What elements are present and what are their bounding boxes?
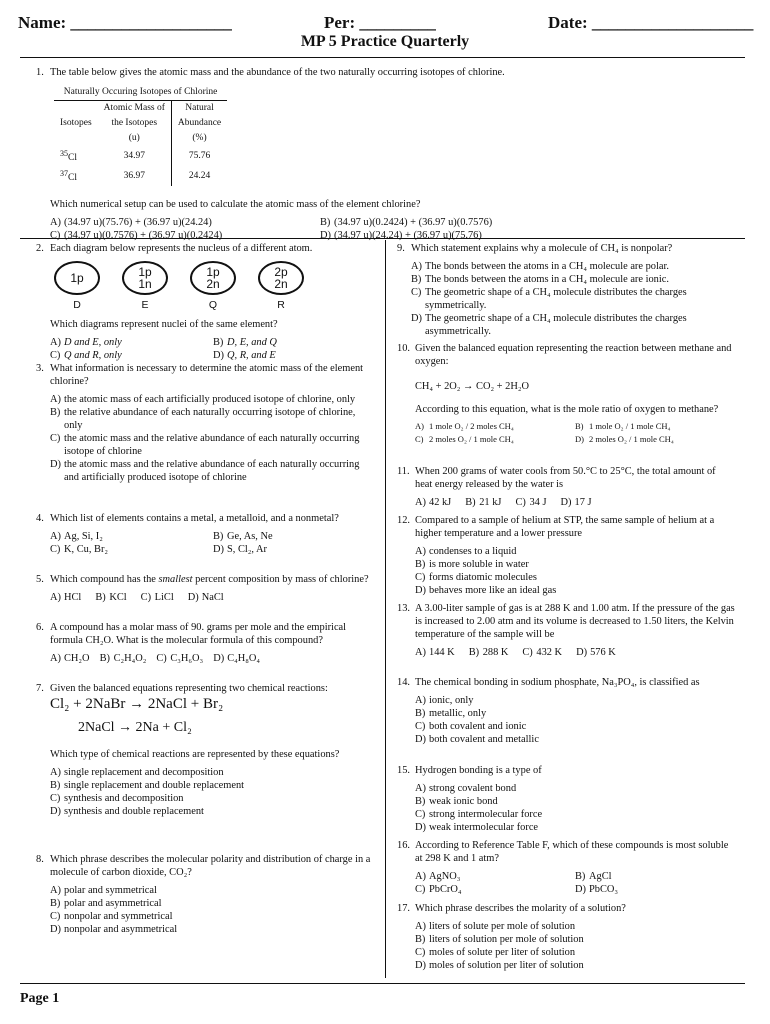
option-b[interactable]: B) AgCl <box>575 871 612 882</box>
answer-options <box>397 870 735 896</box>
question-2: 2. Each diagram below represents the nucleus of a different atom. 1p D 1p 1n E 1p 2n Q 2p 2n R Which diagrams represent nuclei of the same element? A) D and E, only B) D, E, and Q C) Q and R, only D) Q, R, and E <box>36 242 376 362</box>
page-header <box>18 13 752 35</box>
column-divider <box>385 240 386 978</box>
table-header: Atomic Mass of <box>98 101 172 117</box>
option-c[interactable]: C) moles of solute per liter of solution <box>415 947 576 958</box>
option-b[interactable]: B) 21 kJ <box>465 497 502 508</box>
option-a[interactable]: A) CH₂O <box>50 653 90 664</box>
option-d[interactable]: D) both covalent and metallic <box>415 734 539 745</box>
answer-options <box>397 496 735 509</box>
option-c[interactable]: C) strong intermolecular force <box>415 809 543 820</box>
option-b[interactable]: B) 1 mole O₂ / 1 mole CH₄ <box>575 421 671 431</box>
option-c[interactable]: C) 432 K <box>522 647 563 658</box>
table-unit: (%) <box>192 133 207 143</box>
question-14: 14. The chemical bonding in sodium phosphate, Na₃PO₄, is classified as A) ionic, only B) metallic, only C) both covalent and ionic D) both covalent and metallic <box>397 676 735 746</box>
option-b[interactable]: B) Ge, As, Ne <box>213 531 273 542</box>
option-c[interactable]: C) 34 J <box>515 497 547 508</box>
question-15: 15. Hydrogen bonding is a type of A) strong covalent bond B) weak ionic bond C) strong intermolecular force D) weak intermolecular force <box>397 764 735 834</box>
answer-options <box>397 545 735 597</box>
question-text: The table below gives the atomic mass and the abundance of the two naturally occurring isotopes of chlorine. <box>50 67 505 78</box>
answer-options <box>397 694 735 746</box>
option-d[interactable]: D) S, Cl₂, Ar <box>213 544 267 555</box>
question-3: 3. What information is necessary to determine the atomic mass of the element chlorine? A) the atomic mass of each artificially produced isotope of chlorine, only B) the relative abundance of each naturally occurring isotope of chlorine, only C) the atomic mass and the relative abundance of each naturally occurring isotope of chlorine D) the atomic mass and the relative abundance of each naturally occurring and artificially produced isotope of chlorine <box>36 362 376 484</box>
option-b[interactable]: B) weak ionic bond <box>415 796 498 807</box>
option-a[interactable]: A) ionic, only <box>415 695 474 706</box>
option-a[interactable]: A) Ag, Si, I₂ <box>50 531 103 542</box>
answer-options <box>36 336 376 362</box>
option-b[interactable]: B) polar and asymmetrical <box>50 898 162 909</box>
option-b[interactable]: B) metallic, only <box>415 708 487 719</box>
option-b[interactable]: B) the relative abundance of each naturally occurring isotope of chlorine, only <box>50 407 356 431</box>
option-c[interactable]: C) The geometric shape of a CH₄ molecule distributes the charges symmetrically. <box>411 287 687 311</box>
question-1: 1. The table below gives the atomic mass and the abundance of the two naturally occurring isotopes of chlorine. Naturally Occuring Isotopes of Chlorine Atomic Mass of Natural Isotopes the Isotopes Abundance (u) (%) $^{35}$Cl 34.97 75.76 $^{37}$Cl 36.97 24.24 Which numerical setup can be used to calculate the atomic mass of the element chlorine? A) (34.97 u)(75.76) + (36.97 u)(24.24) B) (34.97 u)(0.2424) + (36.97 u)(0.7576) C) (34.97 u)(0.7576) + (36.97 u)(0.2424) D) (34.97 u)(24.24) + (36.97 u)(75.76) <box>36 66 736 242</box>
option-d[interactable]: D) The geometric shape of a CH₄ molecule distributes the charges asymmetrically. <box>411 313 687 337</box>
isotope-table <box>54 85 227 186</box>
option-a[interactable]: A) single replacement and decomposition <box>50 767 224 778</box>
period-field[interactable]: Per: _________ <box>324 13 436 32</box>
equation-2: 2NaCl → 2Na + Cl₂ <box>78 720 192 735</box>
question-13: 13. A 3.00-liter sample of gas is at 288 K and 1.00 atm. If the pressure of the gas is increased to 2.00 atm and its volume is decreased to 1.50 liters, the Kelvin temperature of the sample will be A) 144 K B) 288 K C) 432 K D) 576 K <box>397 603 735 658</box>
question-17: 17. Which phrase describes the molarity of a solution? A) liters of solute per mole of solution B) liters of solution per mole of solution C) moles of solute per liter of solution D) moles of solution per liter of solution <box>397 902 735 972</box>
question-6: 6. A compound has a molar mass of 90. grams per mole and the empirical formula CH₂O. What is the molecular formula of this compound? A) CH₂O B) C₂H₄O₂ C) C₃H₆O₃ D) C₄H₈O₄ <box>36 621 376 665</box>
table-header: Natural <box>185 103 214 113</box>
option-c[interactable]: C) the atomic mass and the relative abundance of each naturally occurring isotope of chlorine <box>50 433 360 457</box>
option-c[interactable]: C) LiCl <box>140 592 174 603</box>
question-8: 8. Which phrase describes the molecular polarity and distribution of charge in a molecule of carbon dioxide, CO₂? A) polar and symmetrical B) polar and asymmetrical C) nonpolar and symmetrical D) nonpolar and asymmetrical <box>36 853 376 936</box>
option-d[interactable]: D) 576 K <box>576 647 616 658</box>
option-b[interactable]: B) C₂H₄O₂ <box>99 653 147 664</box>
table-unit: (u) <box>98 131 172 146</box>
answer-options <box>397 260 735 338</box>
option-a[interactable]: A) (34.97 u)(75.76) + (36.97 u)(24.24) <box>50 217 212 229</box>
option-c[interactable]: C) Q and R, only <box>50 350 122 361</box>
option-a[interactable]: A) AgNO₃ <box>415 871 461 882</box>
option-d[interactable]: D) 17 J <box>560 497 592 508</box>
header-divider <box>20 57 745 58</box>
option-d[interactable]: D) weak intermolecular force <box>415 822 539 833</box>
answer-options <box>36 766 376 818</box>
nucleus-r: 2p 2n R <box>254 261 308 312</box>
option-c[interactable]: C) synthesis and decomposition <box>50 793 184 804</box>
option-c[interactable]: C) nonpolar and symmetrical <box>50 911 173 922</box>
nuclei-diagrams <box>50 261 376 312</box>
option-b[interactable]: B) (34.97 u)(0.2424) + (36.97 u)(0.7576) <box>320 217 493 229</box>
option-c[interactable]: C) 2 moles O₂ / 1 mole CH₄ <box>415 434 514 444</box>
nucleus-q: 1p 2n Q <box>186 261 240 312</box>
option-d[interactable]: D) PbCO₃ <box>575 884 619 895</box>
answer-options <box>36 652 376 665</box>
option-b[interactable]: B) The bonds between the atoms in a CH₄ molecule are ionic. <box>411 274 669 285</box>
answer-options <box>36 530 376 556</box>
option-d[interactable]: D) nonpolar and asymmetrical <box>50 924 178 935</box>
option-c[interactable]: C) (34.97 u)(0.7576) + (36.97 u)(0.2424) <box>50 230 223 242</box>
answer-options <box>36 393 376 484</box>
option-a[interactable]: A) liters of solute per mole of solution <box>415 921 576 932</box>
option-a[interactable]: A) the atomic mass of each artificially produced isotope of chlorine, only <box>50 394 356 405</box>
table-title: Naturally Occuring Isotopes of Chlorine <box>54 85 227 101</box>
answer-options <box>397 782 735 834</box>
answer-options <box>397 420 735 446</box>
option-b[interactable]: B) 288 K <box>468 647 509 658</box>
option-d[interactable]: D) the atomic mass and the relative abundance of each naturally occurring and artificially produced isotope of chlorine <box>50 459 360 483</box>
option-a[interactable]: A) 144 K <box>415 647 455 658</box>
option-a[interactable]: A) 42 kJ <box>415 497 452 508</box>
question-7: 7. Given the balanced equations representing two chemical reactions: Cl₂ + 2NaBr → 2NaCl + Br₂ 2NaCl → 2Na + Cl₂ Which type of chemical reactions are represented by these equations? A) single replacement and decomposition B) single replacement and double replacement C) synthesis and decomposition D) synthesis and double replacement <box>36 682 376 818</box>
question-prompt: Which numerical setup can be used to calculate the atomic mass of the element chlorine? <box>50 199 421 211</box>
question-12: 12. Compared to a sample of helium at STP, the same sample of helium at a higher temperature and a lower pressure A) condenses to a liquid B) is more soluble in water C) forms diatomic molecules D) behaves more like an ideal gas <box>397 514 735 597</box>
option-d[interactable]: D) 2 moles O₂ / 1 mole CH₄ <box>575 434 674 444</box>
question-5: 5. Which compound has the smallest percent composition by mass of chlorine? A) HCl B) KCl C) LiCl D) NaCl <box>36 573 376 604</box>
page-title: MP 5 Practice Quarterly <box>300 33 470 50</box>
option-a[interactable]: A) 1 mole O₂ / 2 moles CH₄ <box>415 421 514 431</box>
footer-divider <box>20 983 745 984</box>
option-b[interactable]: B) single replacement and double replacement <box>50 780 245 791</box>
answer-options <box>36 884 376 936</box>
table-header: Abundance <box>177 118 222 128</box>
option-c[interactable]: C) C₃H₆O₃ <box>156 653 204 664</box>
equation-1: Cl₂ + 2NaBr → 2NaCl + Br₂ <box>50 696 224 712</box>
option-d[interactable]: D) NaCl <box>187 592 224 603</box>
option-a[interactable]: A) D and E, only <box>50 337 122 348</box>
table-header: Isotopes <box>60 118 92 128</box>
option-c[interactable]: C) K, Cu, Br₂ <box>50 544 109 555</box>
option-b[interactable]: B) is more soluble in water <box>415 559 529 570</box>
option-a[interactable]: A) polar and symmetrical <box>50 885 157 896</box>
table-row: $^{35}$Cl 34.97 75.76 <box>54 146 227 166</box>
option-c[interactable]: C) PbCrO₄ <box>415 884 462 895</box>
question-16: 16. According to Reference Table F, which of these compounds is most soluble at 298 K and 1 atm? A) AgNO₃ B) AgCl C) PbCrO₄ D) PbCO₃ <box>397 839 735 896</box>
option-d[interactable]: D) synthesis and double replacement <box>50 806 204 817</box>
question-11: 11. When 200 grams of water cools from 50.°C to 25°C, the total amount of heat energy released by the water is A) 42 kJ B) 21 kJ C) 34 J D) 17 J <box>397 465 735 509</box>
option-c[interactable]: C) forms diatomic molecules <box>415 572 537 583</box>
equation: CH₄ + 2O₂ → CO₂ + 2H₂O <box>415 381 529 392</box>
option-c[interactable]: C) both covalent and ionic <box>415 721 527 732</box>
option-d[interactable]: D) moles of solution per liter of solution <box>415 960 584 971</box>
option-a[interactable]: A) The bonds between the atoms in a CH₄ molecule are polar. <box>411 261 669 272</box>
name-field[interactable]: Name: ___________________ <box>18 13 232 32</box>
answer-options <box>397 920 735 972</box>
option-b[interactable]: B) KCl <box>95 592 127 603</box>
table-header: the Isotopes <box>98 116 172 131</box>
option-a[interactable]: A) strong covalent bond <box>415 783 517 794</box>
option-d[interactable]: D) (34.97 u)(24.24) + (36.97 u)(75.76) <box>320 230 482 242</box>
answer-options <box>397 646 735 659</box>
answer-options <box>36 591 376 604</box>
option-d[interactable]: D) behaves more like an ideal gas <box>415 585 557 596</box>
option-b[interactable]: B) D, E, and Q <box>213 337 277 348</box>
option-d[interactable]: D) Q, R, and E <box>213 350 276 361</box>
question-9: 9. Which statement explains why a molecule of CH₄ is nonpolar? A) The bonds between the atoms in a CH₄ molecule are polar. B) The bonds between the atoms in a CH₄ molecule are ionic. C) The geometric shape of a CH₄ molecule distributes the charges symmetrically. D) The geometric shape of a CH₄ molecule distributes the charges asymmetrically. <box>397 242 735 338</box>
option-b[interactable]: B) liters of solution per mole of solution <box>415 934 584 945</box>
option-a[interactable]: A) condenses to a liquid <box>415 546 517 557</box>
question-10: 10. Given the balanced equation representing the reaction between methane and oxygen: CH₄ + 2O₂ → CO₂ + 2H₂O According to this equation, what is the mole ratio of oxygen to methane? A) 1 mole O₂ / 2 moles CH₄ B) 1 mole O₂ / 1 mole CH₄ C) 2 moles O₂ / 1 mole CH₄ D) 2 moles O₂ / 1 mole CH₄ <box>397 342 735 446</box>
option-a[interactable]: A) HCl <box>50 592 82 603</box>
option-d[interactable]: D) C₄H₈O₄ <box>213 653 260 664</box>
page-number: Page 1 <box>20 991 60 1006</box>
nucleus-d: 1p D <box>50 261 104 312</box>
question-4: 4. Which list of elements contains a metal, a metalloid, and a nonmetal? A) Ag, Si, I₂ B) Ge, As, Ne C) K, Cu, Br₂ D) S, Cl₂, Ar <box>36 512 376 556</box>
nucleus-e: 1p 1n E <box>118 261 172 312</box>
date-field[interactable]: Date: ___________________ <box>548 13 754 32</box>
table-row: $^{37}$Cl 36.97 24.24 <box>54 166 227 186</box>
section-divider <box>20 238 745 239</box>
